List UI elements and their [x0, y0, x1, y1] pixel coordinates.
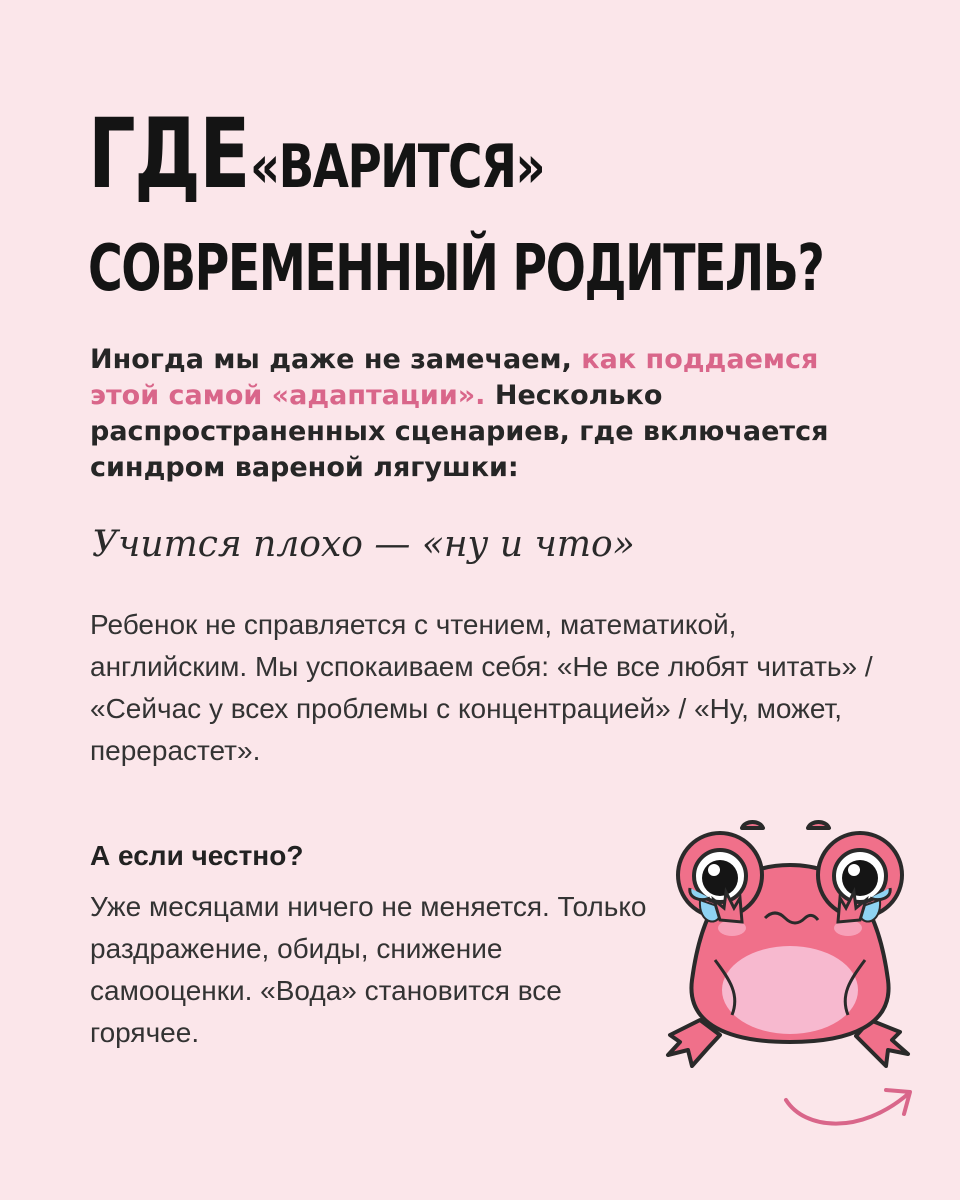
crying-frog-icon	[660, 810, 920, 1070]
title-word-where: ГДЕ	[88, 98, 249, 210]
title-line-1	[88, 98, 627, 210]
intro-text	[90, 342, 890, 486]
intro-part-2: Несколько распространенных сценариев, где включается синдром вареной лягушки:	[90, 380, 829, 483]
question-heading: А если честно?	[90, 840, 304, 871]
intro-highlight: как поддаемся этой самой «адаптации».	[90, 344, 819, 411]
title-line-2: СОВРЕМЕННЫЙ РОДИТЕЛЬ?	[88, 232, 824, 306]
scenario-paragraph: Ребенок не справляется с чтением, математикой, английским. Мы успокаиваем себя: «Не все любят читать» / «Сейчас у всех проблемы с концентрацией» / «Ну, может, перерастет».	[90, 609, 873, 766]
curved-arrow-icon[interactable]	[780, 1080, 920, 1140]
scenario-heading: Учится плохо — «ну и что»	[92, 524, 635, 565]
intro-part-1: Иногда мы даже не замечаем,	[90, 344, 582, 375]
title-word-cooking: «ВАРИТСЯ»	[249, 132, 544, 202]
question-paragraph: Уже месяцами ничего не меняется. Только раздражение, обиды, снижение самооценки. «Вода» становится все горячее.	[90, 891, 647, 1048]
